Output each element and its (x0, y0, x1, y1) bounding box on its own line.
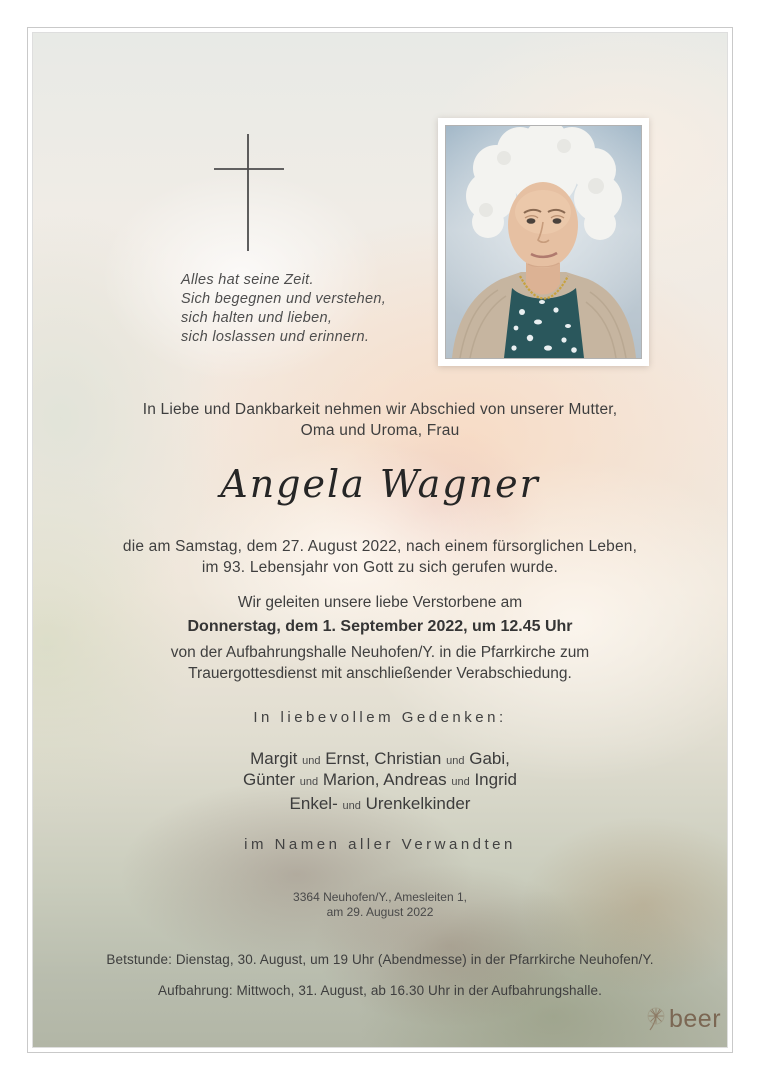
intro-line: Oma und Uroma, Frau (300, 421, 460, 439)
mourner-name: Günter (243, 770, 295, 789)
aufbahrung-note: Aufbahrung: Mittwoch, 31. August, ab 16.30 Uhr in der Aufbahrungshalle. (158, 983, 602, 998)
mourner-name: Ingrid (474, 770, 517, 789)
portrait-photo-frame (438, 118, 649, 366)
funeral-details-line: Trauergottesdienst mit anschließender Verabschiedung. (188, 664, 572, 682)
deceased-name: Angela Wagner (220, 462, 540, 506)
passing-info (33, 537, 727, 578)
intro-text (33, 400, 727, 441)
poem-line: Alles hat seine Zeit. (181, 272, 314, 288)
mourners-line (33, 770, 727, 790)
portrait-illustration (446, 126, 641, 358)
intro-line: In Liebe und Dankbarkeit nehmen wir Abschied von unserer Mutter, (142, 401, 618, 418)
portrait-photo (445, 125, 642, 359)
mourner-name: Margit (250, 749, 298, 768)
passing-line: im 93. Lebensjahr von Gott zu sich gerufen wurde. (201, 558, 559, 576)
poem-line: Sich begegnen und verstehen, (181, 291, 387, 307)
logo-text: beer (669, 1005, 722, 1033)
funeral-home-logo (645, 1005, 721, 1033)
dandelion-icon (645, 1006, 669, 1032)
memorial-card (27, 27, 733, 1053)
escort-line: Wir geleiten unsere liebe Verstorbene am (237, 594, 523, 611)
mourners-line (33, 794, 727, 814)
betstunde-note: Betstunde: Dienstag, 30. August, um 19 Uhr (Abendmesse) in der Pfarrkirche Neuhofen/Y. (106, 952, 654, 967)
conjunction: und (302, 755, 321, 767)
conjunction: und (451, 776, 470, 788)
address-date: am 29. August 2022 (326, 905, 434, 919)
mourners-line (33, 749, 727, 769)
mourner-name: Marion, Andreas (322, 770, 447, 789)
funeral-datetime: Donnerstag, dem 1. September 2022, um 12.45 Uhr (187, 618, 573, 635)
memorial-card-background (32, 32, 728, 1048)
closing-line: im Namen aller Verwandten (244, 836, 516, 853)
conjunction: und (446, 755, 465, 767)
mourner-name: Ernst, Christian (325, 749, 442, 768)
memorial-heading: In liebevollem Gedenken: (253, 709, 507, 726)
address-line: 3364 Neuhofen/Y., Amesleiten 1, (293, 890, 467, 904)
poem (181, 271, 386, 347)
funeral-details (33, 643, 727, 684)
cross-icon (209, 129, 309, 259)
address-block (33, 890, 727, 920)
conjunction: und (299, 776, 319, 788)
conjunction: und (342, 800, 361, 812)
poem-line: sich loslassen und erinnern. (181, 329, 370, 345)
mourner-name: Urenkelkinder (365, 794, 471, 813)
mourner-name: Enkel- (289, 794, 338, 813)
poem-line: sich halten und lieben, (181, 310, 333, 326)
passing-line: die am Samstag, dem 27. August 2022, nach einem fürsorglichen Leben, (122, 538, 638, 555)
funeral-details-line: von der Aufbahrungshalle Neuhofen/Y. in die Pfarrkirche zum (170, 644, 590, 661)
mourner-name: Gabi, (469, 749, 510, 768)
